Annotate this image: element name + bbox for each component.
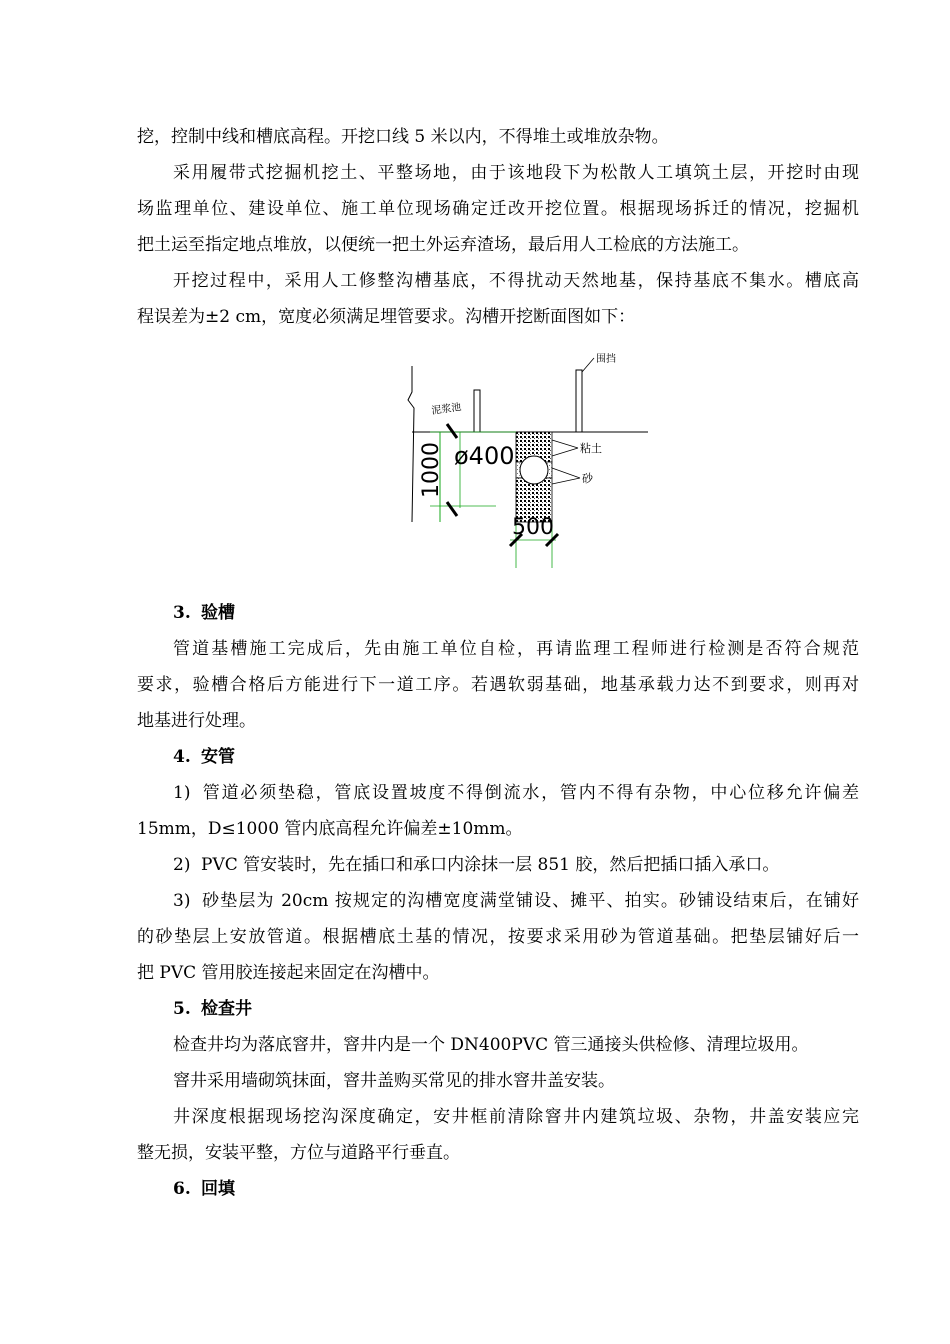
paragraph-line: 挖，控制中线和槽底高程。开挖口线 5 米以内，不得堆土或堆放杂物。 (137, 127, 669, 147)
slurry-pit-post (474, 390, 480, 432)
paragraph-line: 开挖过程中，采用人工修整沟槽基底，不得扰动天然地基，保持基底不集水。槽底高 (173, 271, 859, 291)
paragraph-line: 的砂垫层上安放管道。根据槽底土基的情况，按要求采用砂为管道基础。把垫层铺好后一 (137, 927, 859, 947)
label-sand: 砂 (582, 472, 593, 485)
list-number: 1) (173, 783, 191, 803)
section-heading-5 (137, 998, 859, 1020)
paragraph-line: 地基进行处理。 (137, 711, 256, 731)
section-title: 回填 (201, 1179, 235, 1199)
paragraph-line: 整无损，安装平整，方位与道路平行垂直。 (137, 1143, 460, 1163)
list-text: 管道必须垫稳，管底设置坡度不得倒流水，管内不得有杂物，中心位移允许偏差 (201, 783, 859, 803)
paragraph-line: 检查井均为落底窨井，窨井内是一个 DN400PVC 管三通接头供检修、清理垃圾用。 (173, 1035, 809, 1055)
paragraph-line: 窨井采用墙砌筑抹面，窨井盖购买常见的排水窨井盖安装。 (173, 1071, 615, 1091)
list-number: 3) (173, 891, 191, 911)
paragraph-line: 管道基槽施工完成后，先由施工单位自检，再请监理工程师进行检测是否符合规范 (173, 639, 859, 659)
list-number: 2) (173, 855, 191, 875)
dim-depth: 1000 (419, 442, 444, 498)
section-heading-3 (137, 602, 859, 624)
label-fence: 围挡 (596, 354, 616, 365)
dim-width: 500 (512, 515, 554, 540)
paragraph-line: 把土运至指定地点堆放，以便统一把土外运弃渣场，最后用人工检底的方法施工。 (137, 235, 749, 255)
list-text: 砂垫层为 20cm 按规定的沟槽宽度满堂铺设、摊平、拍实。砂铺设结束后，在铺好 (201, 891, 859, 911)
list-item (137, 782, 859, 804)
label-slurry-pit: 泥浆池 (430, 401, 463, 417)
section-title: 检查井 (201, 999, 252, 1019)
list-item (137, 890, 859, 912)
list-text: PVC 管安装时，先在插口和承口内涂抹一层 851 胶，然后把插口插入承口。 (201, 855, 780, 875)
break-line (408, 366, 414, 522)
paragraph-line: 采用履带式挖掘机挖土、平整场地，由于该地段下为松散人工填筑土层，开挖时由现 (173, 163, 859, 183)
dim-pipe: ø400 (454, 442, 515, 470)
fence-post (576, 370, 582, 432)
section-title: 安管 (201, 747, 235, 767)
paragraph-line: 场监理单位、建设单位、施工单位现场确定迁改开挖位置。根据现场拆迁的情况，挖掘机 (137, 199, 859, 219)
section-heading-4 (137, 746, 859, 768)
section-number: 4. (173, 747, 191, 767)
paragraph-line: 程误差为±2 cm，宽度必须满足埋管要求。沟槽开挖断面图如下： (137, 307, 636, 327)
section-number: 3. (173, 603, 191, 623)
list-item (137, 854, 859, 876)
section-heading-6 (137, 1178, 859, 1200)
section-number: 5. (173, 999, 191, 1019)
label-clay: 粘土 (580, 442, 602, 455)
paragraph-line: 井深度根据现场挖沟深度确定，安井框前清除窨井内建筑垃圾、杂物，井盖安装应完 (173, 1107, 859, 1127)
paragraph-line: 把 PVC 管用胶连接起来固定在沟槽中。 (137, 963, 440, 983)
paragraph-line: 要求，验槽合格后方能进行下一道工序。若遇软弱基础，地基承载力达不到要求，则再对 (137, 675, 859, 695)
section-title: 验槽 (201, 603, 235, 623)
paragraph-line: 15mm，D≤1000 管内底高程允许偏差±10mm。 (137, 819, 523, 839)
section-number: 6. (173, 1179, 191, 1199)
trench-section-diagram (400, 348, 660, 572)
pipe (520, 456, 548, 484)
fence-leader (582, 358, 594, 372)
